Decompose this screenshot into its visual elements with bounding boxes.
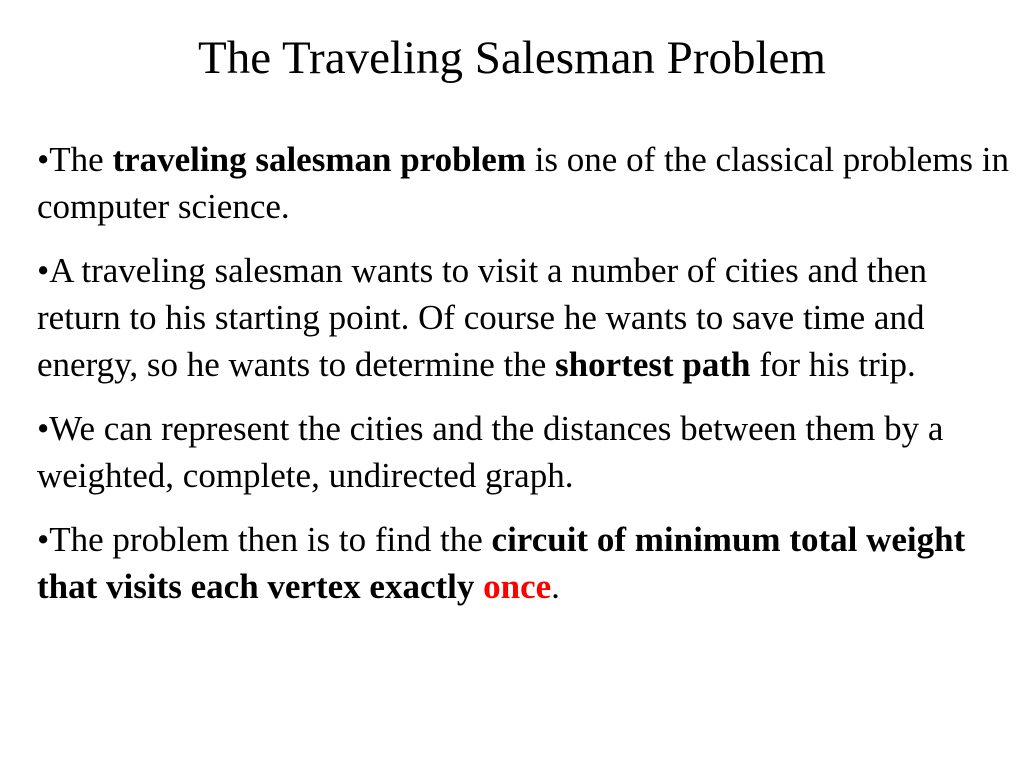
slide-title: The Traveling Salesman Problem (198, 32, 826, 84)
bold-term: shortest path (555, 345, 751, 384)
bullet-text: The (49, 140, 113, 179)
bullet-text: is one of the classical problems in computer science. (37, 140, 1010, 226)
bullet-list (37, 136, 1012, 627)
bullet-marker: • (37, 140, 50, 179)
bullet-text: The problem then is to find the (49, 520, 492, 559)
bold-term: traveling salesman problem (112, 140, 526, 179)
bullet-text: . (551, 567, 560, 606)
bullet-text: for his trip. (750, 345, 916, 384)
bullet-marker: • (37, 251, 50, 290)
bullet-item (37, 405, 1012, 499)
bullet-text: A traveling salesman wants to visit a number of cities and then return to his starting point. Of course he wants to save time and energy, so he wants to determine the (37, 251, 927, 384)
bullet-item (37, 136, 1012, 230)
bullet-text: We can represent the cities and the distances between them by a weighted, complete, undirected graph. (37, 409, 944, 495)
bullet-item (37, 516, 1012, 610)
bold-term: circuit of minimum total weight that visits each vertex exactly (37, 520, 966, 606)
bullet-marker: • (37, 409, 50, 448)
bullet-marker: • (37, 520, 50, 559)
bullet-item (37, 247, 1012, 388)
accent-word: once (483, 567, 552, 606)
